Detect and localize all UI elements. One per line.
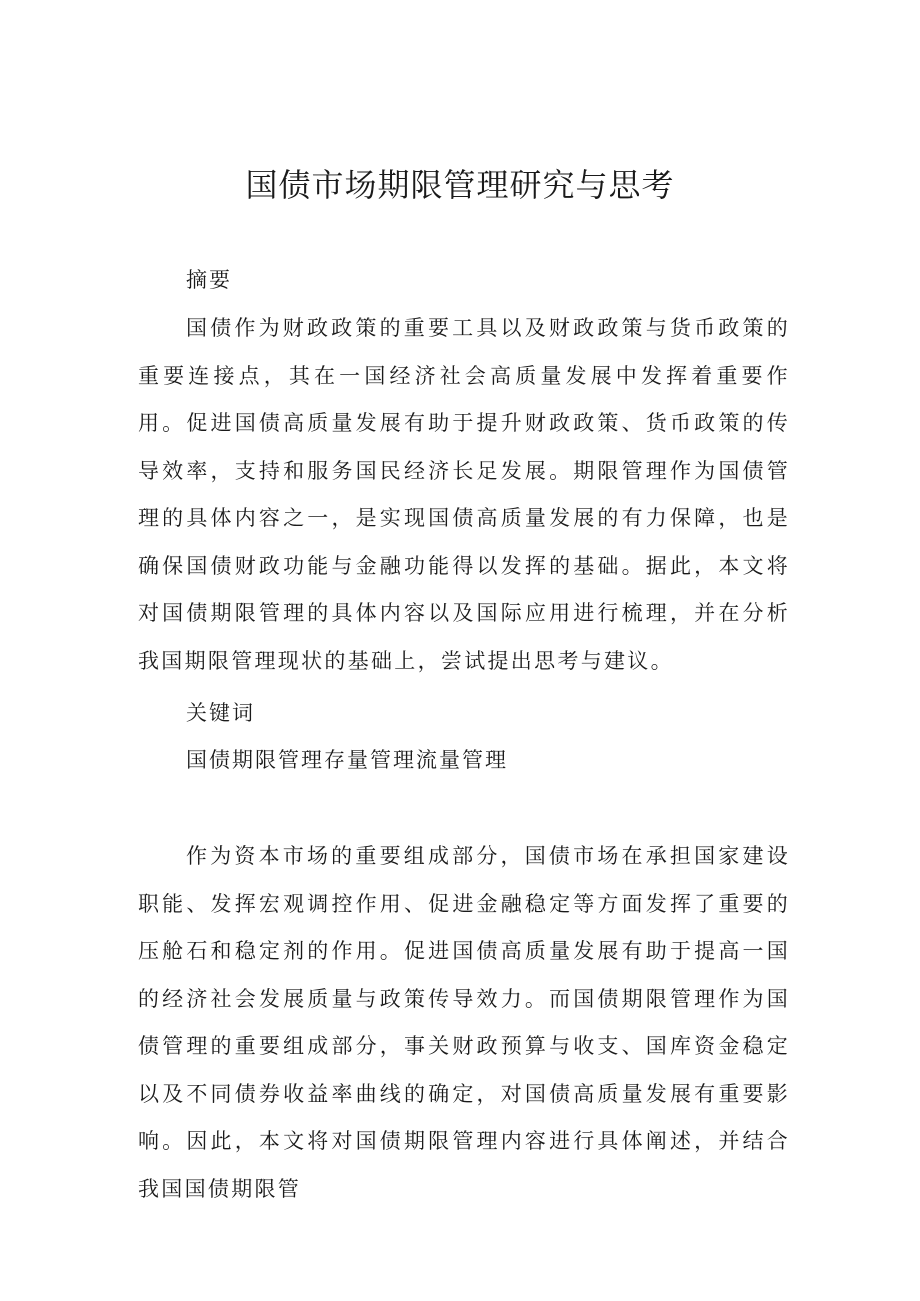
document-title: 国债市场期限管理研究与思考 bbox=[245, 166, 675, 204]
intro-paragraph: 作为资本市场的重要组成部分，国债市场在承担国家建设职能、发挥宏观调控作用、促进金融稳定等方面发挥了重要的压舱石和稳定剂的作用。促进国债高质量发展有助于提高一国的经济社会发展质量与政策传导效力。而国债期限管理作为国债管理的重要组成部分，事关财政预算与收支、国库资金稳定以及不同债券收益率曲线的确定，对国债高质量发展有重要影响。因此，本文将对国债期限管理内容进行具体阐述，并结合我国国债期限管 bbox=[138, 844, 790, 1201]
abstract-paragraph: 国债作为财政政策的重要工具以及财政政策与货币政策的重要连接点，其在一国经济社会高质量发展中发挥着重要作用。促进国债高质量发展有助于提升财政政策、货币政策的传导效率，支持和服务国民经济长足发展。期限管理作为国债管理的具体内容之一，是实现国债高质量发展的有力保障，也是确保国债财政功能与金融功能得以发挥的基础。据此，本文将对国债期限管理的具体内容以及国际应用进行梳理，并在分析我国期限管理现状的基础上，尝试提出思考与建议。 bbox=[138, 316, 790, 673]
keywords-list: 国债期限管理存量管理流量管理 bbox=[186, 748, 508, 772]
abstract-heading: 摘要 bbox=[186, 268, 232, 292]
keywords-heading: 关键词 bbox=[186, 701, 255, 725]
